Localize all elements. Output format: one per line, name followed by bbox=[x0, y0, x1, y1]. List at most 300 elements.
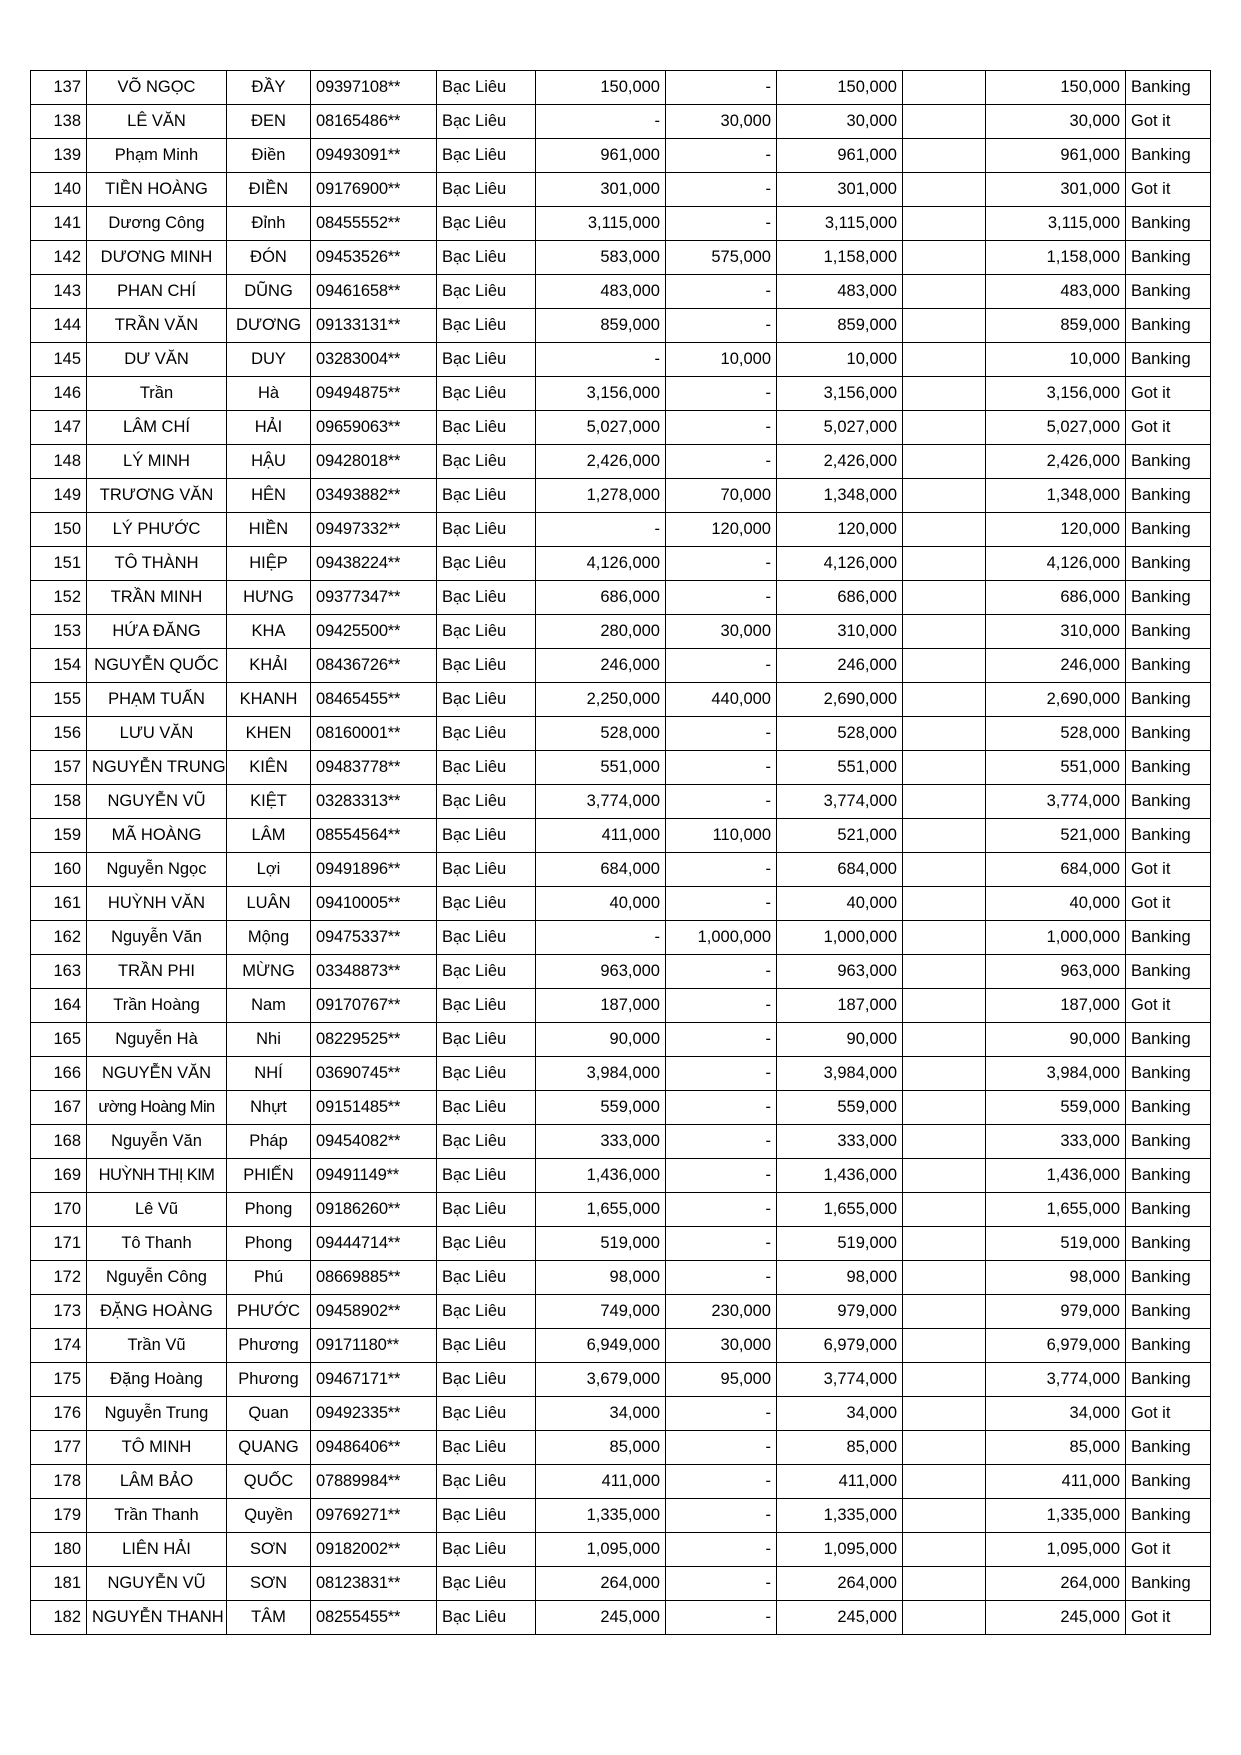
cell-amount-2: - bbox=[666, 309, 777, 343]
cell-amount-3: 98,000 bbox=[777, 1261, 903, 1295]
cell-blank bbox=[903, 1465, 986, 1499]
cell-amount-2: - bbox=[666, 139, 777, 173]
cell-amount-1: 85,000 bbox=[536, 1431, 666, 1465]
cell-amount-4: 2,426,000 bbox=[986, 445, 1126, 479]
cell-blank bbox=[903, 207, 986, 241]
cell-no: 154 bbox=[31, 649, 87, 683]
cell-amount-1: 749,000 bbox=[536, 1295, 666, 1329]
cell-amount-4: 1,655,000 bbox=[986, 1193, 1126, 1227]
cell-last-name: Nhựt bbox=[227, 1091, 311, 1125]
cell-province: Bạc Liêu bbox=[437, 547, 536, 581]
cell-no: 160 bbox=[31, 853, 87, 887]
cell-amount-2: - bbox=[666, 207, 777, 241]
table-row bbox=[31, 1023, 1211, 1057]
cell-province: Bạc Liêu bbox=[437, 343, 536, 377]
cell-amount-1: 301,000 bbox=[536, 173, 666, 207]
cell-amount-4: 4,126,000 bbox=[986, 547, 1126, 581]
cell-amount-3: 979,000 bbox=[777, 1295, 903, 1329]
cell-phone: 09486406** bbox=[311, 1431, 437, 1465]
cell-last-name: HẬU bbox=[227, 445, 311, 479]
cell-first-name: Dương Công bbox=[87, 207, 227, 241]
cell-amount-3: 264,000 bbox=[777, 1567, 903, 1601]
cell-status: Banking bbox=[1126, 1125, 1211, 1159]
cell-status: Banking bbox=[1126, 1159, 1211, 1193]
cell-amount-3: 2,690,000 bbox=[777, 683, 903, 717]
cell-province: Bạc Liêu bbox=[437, 71, 536, 105]
cell-phone: 09453526** bbox=[311, 241, 437, 275]
cell-last-name: KHẢI bbox=[227, 649, 311, 683]
cell-amount-1: 6,949,000 bbox=[536, 1329, 666, 1363]
cell-amount-3: 1,436,000 bbox=[777, 1159, 903, 1193]
cell-amount-1: 684,000 bbox=[536, 853, 666, 887]
cell-status: Banking bbox=[1126, 513, 1211, 547]
cell-status: Banking bbox=[1126, 275, 1211, 309]
cell-blank bbox=[903, 649, 986, 683]
cell-status: Banking bbox=[1126, 343, 1211, 377]
cell-phone: 09494875** bbox=[311, 377, 437, 411]
cell-amount-4: 120,000 bbox=[986, 513, 1126, 547]
cell-no: 138 bbox=[31, 105, 87, 139]
cell-status: Banking bbox=[1126, 819, 1211, 853]
cell-amount-2: - bbox=[666, 1057, 777, 1091]
cell-amount-3: 5,027,000 bbox=[777, 411, 903, 445]
cell-amount-4: 34,000 bbox=[986, 1397, 1126, 1431]
cell-first-name: HUỲNH THỊ KIM bbox=[87, 1159, 227, 1193]
cell-blank bbox=[903, 173, 986, 207]
cell-amount-2: - bbox=[666, 853, 777, 887]
cell-province: Bạc Liêu bbox=[437, 207, 536, 241]
cell-blank bbox=[903, 785, 986, 819]
cell-amount-3: 245,000 bbox=[777, 1601, 903, 1635]
cell-last-name: Đỉnh bbox=[227, 207, 311, 241]
table-row bbox=[31, 241, 1211, 275]
cell-status: Banking bbox=[1126, 71, 1211, 105]
cell-amount-4: 1,158,000 bbox=[986, 241, 1126, 275]
cell-amount-3: 528,000 bbox=[777, 717, 903, 751]
cell-province: Bạc Liêu bbox=[437, 1533, 536, 1567]
cell-status: Banking bbox=[1126, 581, 1211, 615]
cell-first-name: Nguyễn Trung bbox=[87, 1397, 227, 1431]
table-row bbox=[31, 71, 1211, 105]
cell-no: 156 bbox=[31, 717, 87, 751]
cell-amount-4: 2,690,000 bbox=[986, 683, 1126, 717]
table-row bbox=[31, 173, 1211, 207]
cell-province: Bạc Liêu bbox=[437, 785, 536, 819]
cell-amount-1: 1,278,000 bbox=[536, 479, 666, 513]
cell-province: Bạc Liêu bbox=[437, 173, 536, 207]
cell-status: Banking bbox=[1126, 1261, 1211, 1295]
cell-amount-3: 301,000 bbox=[777, 173, 903, 207]
cell-province: Bạc Liêu bbox=[437, 1227, 536, 1261]
cell-blank bbox=[903, 853, 986, 887]
cell-status: Banking bbox=[1126, 207, 1211, 241]
cell-amount-4: 1,436,000 bbox=[986, 1159, 1126, 1193]
cell-first-name: TRẦN VĂN bbox=[87, 309, 227, 343]
table-body bbox=[31, 71, 1211, 1635]
cell-province: Bạc Liêu bbox=[437, 751, 536, 785]
cell-amount-2: - bbox=[666, 1533, 777, 1567]
cell-amount-3: 559,000 bbox=[777, 1091, 903, 1125]
cell-province: Bạc Liêu bbox=[437, 989, 536, 1023]
table-row bbox=[31, 445, 1211, 479]
cell-no: 177 bbox=[31, 1431, 87, 1465]
cell-first-name: LÂM BẢO bbox=[87, 1465, 227, 1499]
table-row bbox=[31, 139, 1211, 173]
cell-amount-3: 859,000 bbox=[777, 309, 903, 343]
table-row bbox=[31, 581, 1211, 615]
cell-amount-3: 34,000 bbox=[777, 1397, 903, 1431]
cell-status: Banking bbox=[1126, 1227, 1211, 1261]
cell-amount-3: 6,979,000 bbox=[777, 1329, 903, 1363]
cell-no: 178 bbox=[31, 1465, 87, 1499]
cell-last-name: Mộng bbox=[227, 921, 311, 955]
cell-amount-3: 310,000 bbox=[777, 615, 903, 649]
table-row bbox=[31, 717, 1211, 751]
cell-province: Bạc Liêu bbox=[437, 1159, 536, 1193]
cell-amount-4: 5,027,000 bbox=[986, 411, 1126, 445]
cell-first-name: Phạm Minh bbox=[87, 139, 227, 173]
cell-first-name: NGUYỄN VŨ bbox=[87, 1567, 227, 1601]
cell-province: Bạc Liêu bbox=[437, 1057, 536, 1091]
cell-last-name: Quan bbox=[227, 1397, 311, 1431]
cell-amount-1: 245,000 bbox=[536, 1601, 666, 1635]
cell-phone: 08229525** bbox=[311, 1023, 437, 1057]
cell-amount-4: 1,000,000 bbox=[986, 921, 1126, 955]
cell-amount-3: 3,115,000 bbox=[777, 207, 903, 241]
cell-province: Bạc Liêu bbox=[437, 581, 536, 615]
cell-amount-2: 230,000 bbox=[666, 1295, 777, 1329]
cell-last-name: MỪNG bbox=[227, 955, 311, 989]
table-row bbox=[31, 1261, 1211, 1295]
cell-amount-4: 3,156,000 bbox=[986, 377, 1126, 411]
cell-phone: 08123831** bbox=[311, 1567, 437, 1601]
cell-first-name: Tô Thanh bbox=[87, 1227, 227, 1261]
cell-blank bbox=[903, 683, 986, 717]
cell-status: Got it bbox=[1126, 853, 1211, 887]
cell-blank bbox=[903, 751, 986, 785]
cell-no: 152 bbox=[31, 581, 87, 615]
cell-phone: 08465455** bbox=[311, 683, 437, 717]
cell-amount-4: 40,000 bbox=[986, 887, 1126, 921]
cell-blank bbox=[903, 887, 986, 921]
cell-no: 137 bbox=[31, 71, 87, 105]
cell-amount-4: 98,000 bbox=[986, 1261, 1126, 1295]
cell-amount-2: 10,000 bbox=[666, 343, 777, 377]
cell-amount-1: 963,000 bbox=[536, 955, 666, 989]
cell-status: Banking bbox=[1126, 309, 1211, 343]
cell-no: 157 bbox=[31, 751, 87, 785]
cell-first-name: TÔ MINH bbox=[87, 1431, 227, 1465]
cell-amount-1: 2,426,000 bbox=[536, 445, 666, 479]
cell-status: Banking bbox=[1126, 1057, 1211, 1091]
cell-amount-1: 264,000 bbox=[536, 1567, 666, 1601]
cell-province: Bạc Liêu bbox=[437, 921, 536, 955]
cell-first-name: PHAN CHÍ bbox=[87, 275, 227, 309]
cell-amount-1: 411,000 bbox=[536, 819, 666, 853]
cell-last-name: QUANG bbox=[227, 1431, 311, 1465]
cell-status: Got it bbox=[1126, 1397, 1211, 1431]
cell-blank bbox=[903, 1363, 986, 1397]
cell-last-name: HÊN bbox=[227, 479, 311, 513]
cell-status: Banking bbox=[1126, 1431, 1211, 1465]
cell-last-name: HƯNG bbox=[227, 581, 311, 615]
cell-amount-2: - bbox=[666, 1601, 777, 1635]
cell-phone: 08455552** bbox=[311, 207, 437, 241]
cell-blank bbox=[903, 1057, 986, 1091]
cell-no: 166 bbox=[31, 1057, 87, 1091]
cell-amount-4: 3,984,000 bbox=[986, 1057, 1126, 1091]
cell-no: 155 bbox=[31, 683, 87, 717]
table-row bbox=[31, 1533, 1211, 1567]
cell-amount-3: 3,984,000 bbox=[777, 1057, 903, 1091]
cell-blank bbox=[903, 241, 986, 275]
cell-province: Bạc Liêu bbox=[437, 445, 536, 479]
table-row bbox=[31, 1091, 1211, 1125]
cell-blank bbox=[903, 105, 986, 139]
cell-amount-2: 1,000,000 bbox=[666, 921, 777, 955]
cell-province: Bạc Liêu bbox=[437, 887, 536, 921]
cell-province: Bạc Liêu bbox=[437, 1091, 536, 1125]
cell-first-name: Đặng Hoàng bbox=[87, 1363, 227, 1397]
cell-amount-3: 90,000 bbox=[777, 1023, 903, 1057]
cell-phone: 09182002** bbox=[311, 1533, 437, 1567]
cell-last-name: ĐEN bbox=[227, 105, 311, 139]
cell-amount-1: 3,984,000 bbox=[536, 1057, 666, 1091]
cell-phone: 09133131** bbox=[311, 309, 437, 343]
cell-status: Banking bbox=[1126, 921, 1211, 955]
cell-blank bbox=[903, 1125, 986, 1159]
cell-phone: 09491149** bbox=[311, 1159, 437, 1193]
cell-first-name: DƯ VĂN bbox=[87, 343, 227, 377]
cell-phone: 09454082** bbox=[311, 1125, 437, 1159]
cell-last-name: ĐIỀN bbox=[227, 173, 311, 207]
cell-amount-4: 521,000 bbox=[986, 819, 1126, 853]
cell-amount-4: 1,335,000 bbox=[986, 1499, 1126, 1533]
cell-amount-4: 30,000 bbox=[986, 105, 1126, 139]
cell-first-name: NGUYỄN QUỐC bbox=[87, 649, 227, 683]
cell-blank bbox=[903, 1159, 986, 1193]
cell-amount-3: 1,095,000 bbox=[777, 1533, 903, 1567]
cell-amount-2: 110,000 bbox=[666, 819, 777, 853]
cell-amount-4: 90,000 bbox=[986, 1023, 1126, 1057]
cell-amount-4: 551,000 bbox=[986, 751, 1126, 785]
cell-blank bbox=[903, 71, 986, 105]
cell-first-name: LÝ PHƯỚC bbox=[87, 513, 227, 547]
cell-amount-2: - bbox=[666, 581, 777, 615]
cell-amount-2: - bbox=[666, 1125, 777, 1159]
table-row bbox=[31, 751, 1211, 785]
cell-blank bbox=[903, 1261, 986, 1295]
cell-amount-1: 5,027,000 bbox=[536, 411, 666, 445]
payout-table bbox=[30, 70, 1211, 1635]
cell-no: 158 bbox=[31, 785, 87, 819]
cell-no: 142 bbox=[31, 241, 87, 275]
cell-last-name: DUY bbox=[227, 343, 311, 377]
cell-status: Got it bbox=[1126, 173, 1211, 207]
cell-last-name: SƠN bbox=[227, 1567, 311, 1601]
cell-amount-1: 246,000 bbox=[536, 649, 666, 683]
cell-amount-1: 3,156,000 bbox=[536, 377, 666, 411]
cell-blank bbox=[903, 1499, 986, 1533]
cell-status: Got it bbox=[1126, 989, 1211, 1023]
cell-amount-1: - bbox=[536, 343, 666, 377]
cell-amount-2: - bbox=[666, 445, 777, 479]
table-row bbox=[31, 1193, 1211, 1227]
cell-last-name: Phong bbox=[227, 1227, 311, 1261]
cell-first-name: Trần Hoàng bbox=[87, 989, 227, 1023]
cell-amount-3: 3,156,000 bbox=[777, 377, 903, 411]
cell-first-name: Nguyễn Hà bbox=[87, 1023, 227, 1057]
cell-status: Banking bbox=[1126, 717, 1211, 751]
cell-last-name: Phương bbox=[227, 1329, 311, 1363]
cell-amount-1: 551,000 bbox=[536, 751, 666, 785]
cell-last-name: KIÊN bbox=[227, 751, 311, 785]
cell-amount-3: 963,000 bbox=[777, 955, 903, 989]
cell-amount-2: - bbox=[666, 71, 777, 105]
cell-blank bbox=[903, 343, 986, 377]
cell-blank bbox=[903, 921, 986, 955]
cell-province: Bạc Liêu bbox=[437, 1499, 536, 1533]
cell-amount-2: - bbox=[666, 751, 777, 785]
table-row bbox=[31, 649, 1211, 683]
cell-last-name: ĐẦY bbox=[227, 71, 311, 105]
cell-amount-4: 1,095,000 bbox=[986, 1533, 1126, 1567]
cell-last-name: SƠN bbox=[227, 1533, 311, 1567]
cell-last-name: KHEN bbox=[227, 717, 311, 751]
cell-no: 163 bbox=[31, 955, 87, 989]
cell-amount-4: 859,000 bbox=[986, 309, 1126, 343]
cell-last-name: Nhi bbox=[227, 1023, 311, 1057]
cell-province: Bạc Liêu bbox=[437, 615, 536, 649]
cell-amount-1: 90,000 bbox=[536, 1023, 666, 1057]
cell-amount-3: 4,126,000 bbox=[777, 547, 903, 581]
cell-amount-4: 963,000 bbox=[986, 955, 1126, 989]
cell-amount-2: - bbox=[666, 1261, 777, 1295]
cell-blank bbox=[903, 1023, 986, 1057]
cell-amount-1: 3,115,000 bbox=[536, 207, 666, 241]
cell-phone: 08554564** bbox=[311, 819, 437, 853]
cell-status: Got it bbox=[1126, 1601, 1211, 1635]
cell-province: Bạc Liêu bbox=[437, 1397, 536, 1431]
cell-blank bbox=[903, 581, 986, 615]
cell-blank bbox=[903, 1533, 986, 1567]
cell-no: 179 bbox=[31, 1499, 87, 1533]
table-row bbox=[31, 207, 1211, 241]
cell-last-name: Điền bbox=[227, 139, 311, 173]
cell-amount-1: - bbox=[536, 105, 666, 139]
cell-phone: 08255455** bbox=[311, 1601, 437, 1635]
cell-amount-2: 70,000 bbox=[666, 479, 777, 513]
cell-amount-3: 3,774,000 bbox=[777, 1363, 903, 1397]
table-row bbox=[31, 1431, 1211, 1465]
cell-amount-4: 3,774,000 bbox=[986, 785, 1126, 819]
table-row bbox=[31, 1601, 1211, 1635]
table-row bbox=[31, 1159, 1211, 1193]
cell-last-name: HIỀN bbox=[227, 513, 311, 547]
cell-amount-3: 1,335,000 bbox=[777, 1499, 903, 1533]
cell-no: 174 bbox=[31, 1329, 87, 1363]
cell-province: Bạc Liêu bbox=[437, 479, 536, 513]
cell-amount-3: 1,158,000 bbox=[777, 241, 903, 275]
cell-phone: 09425500** bbox=[311, 615, 437, 649]
cell-status: Banking bbox=[1126, 1329, 1211, 1363]
cell-amount-1: 483,000 bbox=[536, 275, 666, 309]
cell-phone: 09151485** bbox=[311, 1091, 437, 1125]
cell-amount-3: 1,348,000 bbox=[777, 479, 903, 513]
cell-amount-4: 559,000 bbox=[986, 1091, 1126, 1125]
cell-status: Banking bbox=[1126, 1091, 1211, 1125]
cell-first-name: DƯƠNG MINH bbox=[87, 241, 227, 275]
table-row bbox=[31, 955, 1211, 989]
table-row bbox=[31, 819, 1211, 853]
cell-first-name: NGUYỄN TRUNG bbox=[87, 751, 227, 785]
cell-last-name: Nam bbox=[227, 989, 311, 1023]
cell-first-name: Nguyễn Văn bbox=[87, 921, 227, 955]
table-row bbox=[31, 615, 1211, 649]
cell-province: Bạc Liêu bbox=[437, 853, 536, 887]
cell-amount-3: 961,000 bbox=[777, 139, 903, 173]
cell-first-name: NGUYỄN VŨ bbox=[87, 785, 227, 819]
cell-first-name: NGUYỄN THANH bbox=[87, 1601, 227, 1635]
cell-status: Got it bbox=[1126, 105, 1211, 139]
cell-blank bbox=[903, 1601, 986, 1635]
cell-phone: 09444714** bbox=[311, 1227, 437, 1261]
cell-amount-2: - bbox=[666, 955, 777, 989]
cell-first-name: LƯU VĂN bbox=[87, 717, 227, 751]
cell-amount-1: 859,000 bbox=[536, 309, 666, 343]
cell-province: Bạc Liêu bbox=[437, 377, 536, 411]
cell-no: 182 bbox=[31, 1601, 87, 1635]
cell-blank bbox=[903, 1227, 986, 1261]
cell-amount-1: 559,000 bbox=[536, 1091, 666, 1125]
cell-province: Bạc Liêu bbox=[437, 955, 536, 989]
cell-phone: 08160001** bbox=[311, 717, 437, 751]
cell-blank bbox=[903, 377, 986, 411]
cell-no: 144 bbox=[31, 309, 87, 343]
cell-status: Got it bbox=[1126, 887, 1211, 921]
cell-amount-4: 979,000 bbox=[986, 1295, 1126, 1329]
cell-phone: 08436726** bbox=[311, 649, 437, 683]
cell-amount-1: 98,000 bbox=[536, 1261, 666, 1295]
cell-status: Banking bbox=[1126, 1023, 1211, 1057]
cell-blank bbox=[903, 1567, 986, 1601]
cell-last-name: Lợi bbox=[227, 853, 311, 887]
cell-amount-4: 10,000 bbox=[986, 343, 1126, 377]
cell-last-name: Pháp bbox=[227, 1125, 311, 1159]
table-row bbox=[31, 105, 1211, 139]
cell-province: Bạc Liêu bbox=[437, 1125, 536, 1159]
cell-amount-1: 3,774,000 bbox=[536, 785, 666, 819]
cell-status: Banking bbox=[1126, 683, 1211, 717]
cell-first-name: MÃ HOÀNG bbox=[87, 819, 227, 853]
cell-last-name: HIỆP bbox=[227, 547, 311, 581]
cell-amount-2: 120,000 bbox=[666, 513, 777, 547]
cell-blank bbox=[903, 989, 986, 1023]
cell-blank bbox=[903, 513, 986, 547]
cell-amount-2: - bbox=[666, 887, 777, 921]
cell-amount-4: 684,000 bbox=[986, 853, 1126, 887]
cell-blank bbox=[903, 717, 986, 751]
cell-no: 150 bbox=[31, 513, 87, 547]
cell-amount-3: 3,774,000 bbox=[777, 785, 903, 819]
table-row bbox=[31, 1227, 1211, 1261]
table-row bbox=[31, 479, 1211, 513]
cell-first-name: NGUYỄN VĂN bbox=[87, 1057, 227, 1091]
cell-amount-1: 150,000 bbox=[536, 71, 666, 105]
cell-status: Banking bbox=[1126, 139, 1211, 173]
cell-amount-4: 519,000 bbox=[986, 1227, 1126, 1261]
cell-no: 159 bbox=[31, 819, 87, 853]
